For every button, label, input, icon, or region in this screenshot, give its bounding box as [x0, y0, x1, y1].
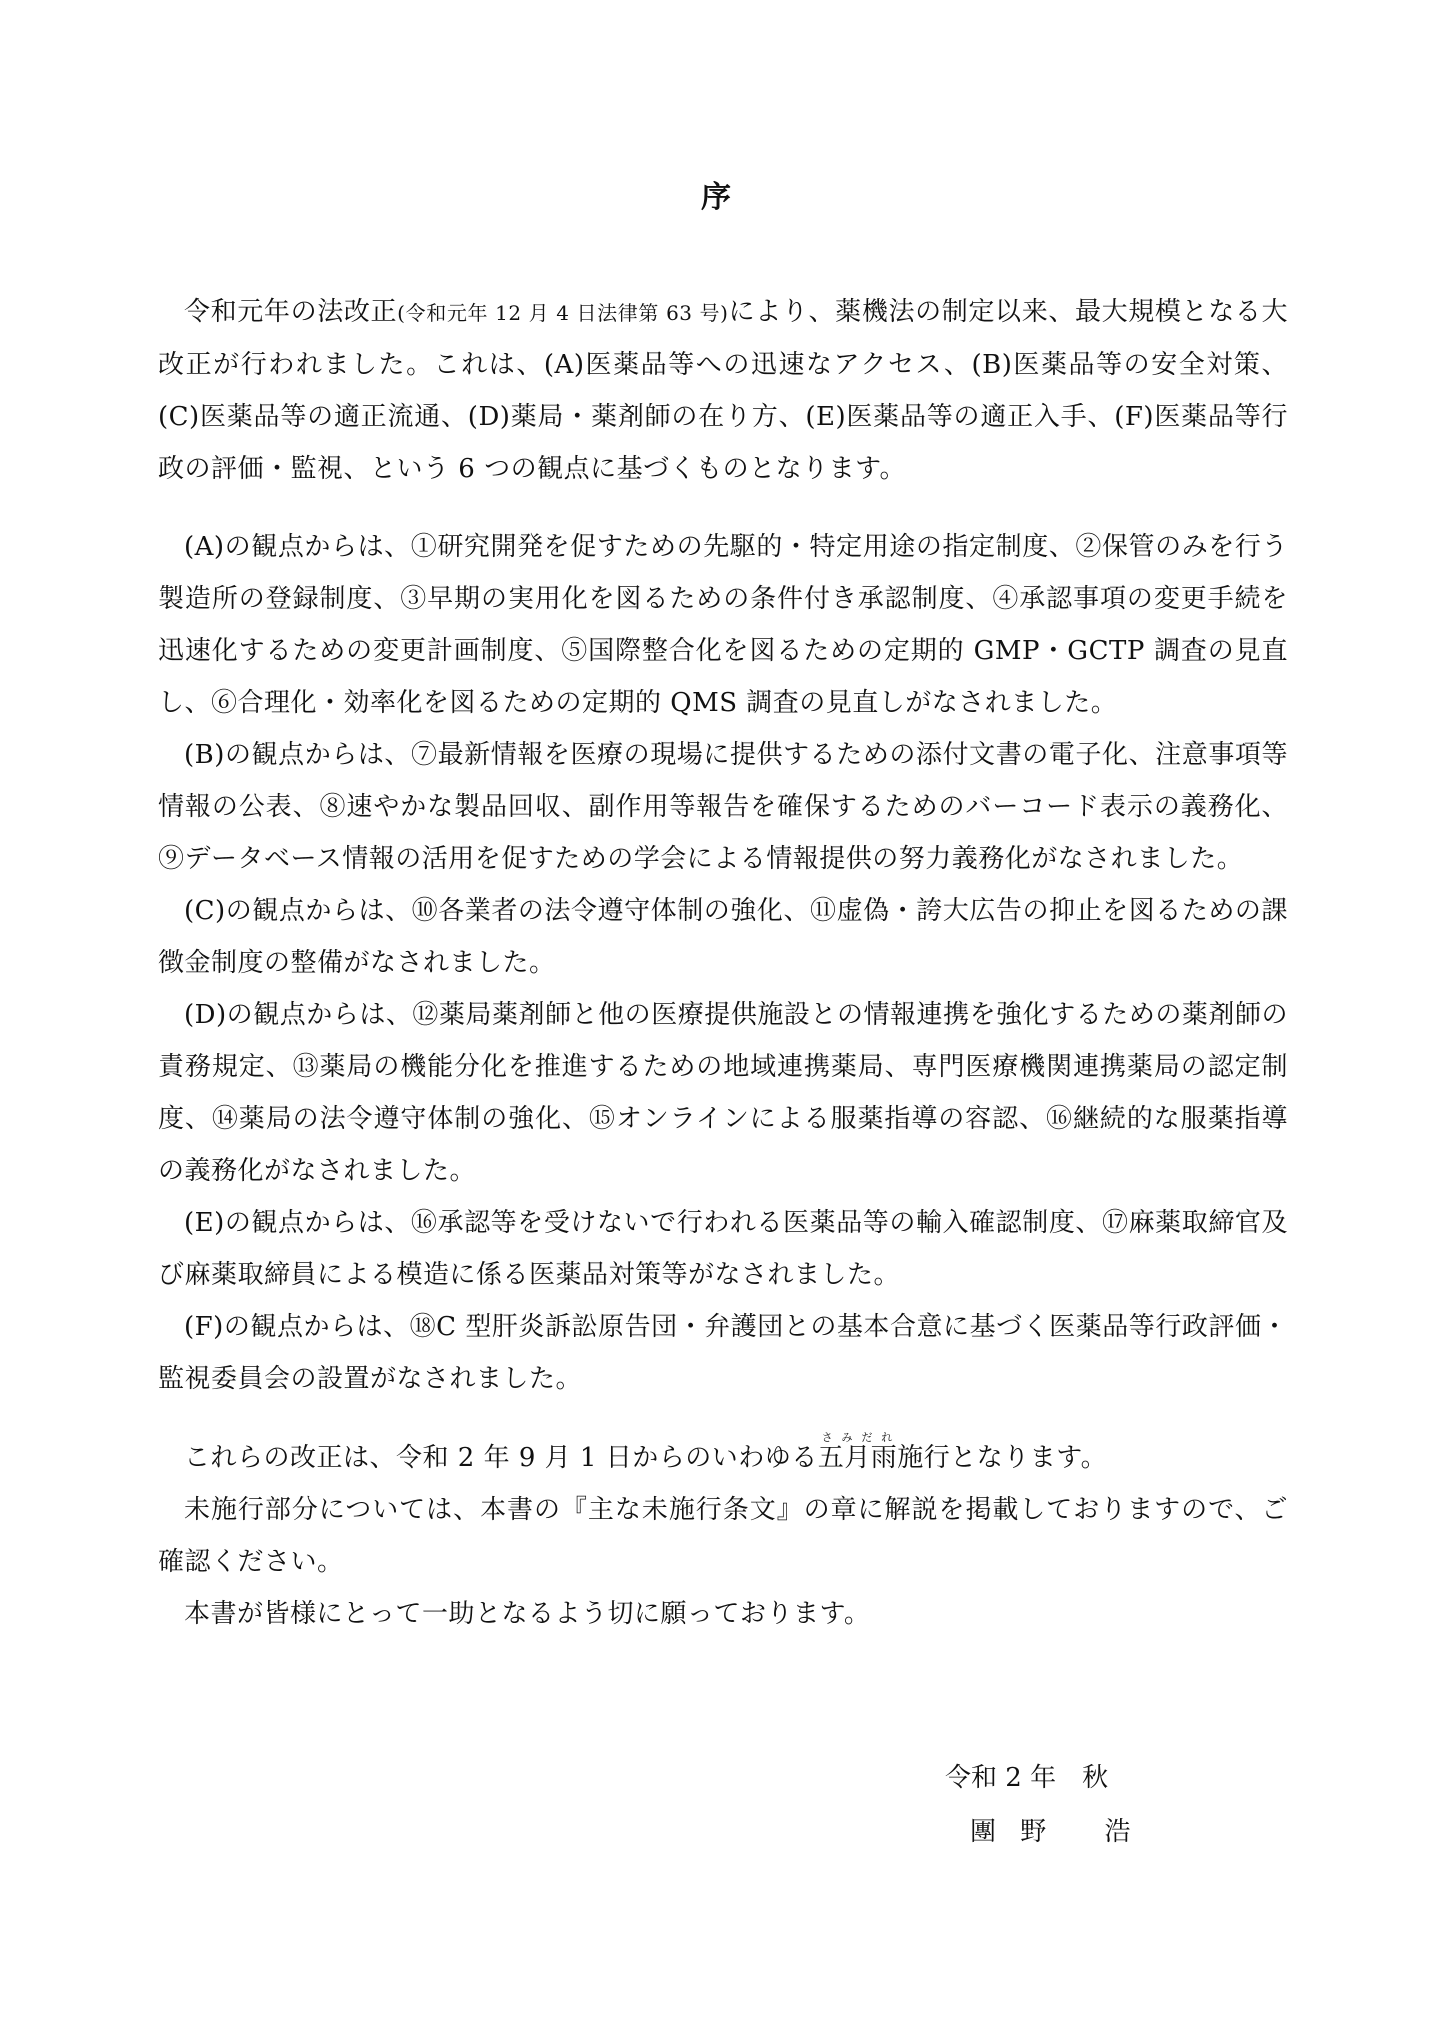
paragraph-f: (F)の観点からは、⑱C 型肝炎訴訟原告団・弁護団との基本合意に基づく医薬品等行政評価・監視委員会の設置がなされました。 [158, 1312, 1288, 1394]
intro-paragraph [158, 286, 1288, 495]
intro-text-c: により、薬機法の制定以来、最大規模となる大改正が行われました。これは、(A)医薬品等への迅速なアクセス、(B)医薬品等の安全対策、(C)医薬品等の適正流通、(D)薬局・薬剤師の在り方、(E)医薬品等の適正入手、(F)医薬品等行政の評価・監視、という 6 つの観点に基づくものとなります。 [158, 297, 1288, 484]
unenforced-paragraph: 未施行部分については、本書の『主な未施行条文』の章に解説を掲載しておりますので、ご確認ください。 [158, 1495, 1288, 1577]
closing-paragraph: 本書が皆様にとって一助となるよう切に願っております。 [184, 1599, 871, 1629]
body-text [158, 286, 1288, 1640]
paragraph-d: (D)の観点からは、⑫薬局薬剤師と他の医療提供施設との情報連携を強化するための薬剤師の責務規定、⑬薬局の機能分化を推進するための地域連携薬局、専門医療機関連携薬局の認定制度、⑭薬局の法令遵守体制の強化、⑮オンラインによる服薬指導の容認、⑯継続的な服薬指導の義務化がなされました。 [158, 1000, 1288, 1186]
paragraph-b: (B)の観点からは、⑦最新情報を医療の現場に提供するための添付文書の電子化、注意事項等情報の公表、⑧速やかな製品回収、副作用等報告を確保するためのバーコード表示の義務化、⑨データベース情報の活用を促すための学会による情報提供の努力義務化がなされました。 [158, 740, 1288, 874]
ruby-base: 五月雨 [817, 1443, 898, 1473]
date-line: 令和 2 年 秋 [945, 1763, 1109, 1793]
enforcement-text-b: 施行となります。 [897, 1443, 1108, 1473]
samidare-ruby [817, 1431, 898, 1473]
law-citation: (令和元年 12 月 4 日法律第 63 号) [397, 301, 729, 325]
paragraph-c: (C)の観点からは、⑩各業者の法令遵守体制の強化、⑪虚偽・誇大広告の抑止を図るための課徴金制度の整備がなされました。 [158, 896, 1288, 978]
paragraph-a: (A)の観点からは、①研究開発を促すための先駆的・特定用途の指定制度、②保管のみを行う製造所の登録制度、③早期の実用化を図るための条件付き承認制度、④承認事項の変更手続を迅速化するための変更計画制度、⑤国際整合化を図るための定期的 GMP・GCTP 調査の見直し、⑥合理化・効率化を図るための定期的 QMS 調査の見直しがなされました。 [158, 532, 1288, 718]
paragraph-e: (E)の観点からは、⑯承認等を受けないで行われる医薬品等の輸入確認制度、⑰麻薬取締官及び麻薬取締員による模造に係る医薬品対策等がなされました。 [158, 1208, 1288, 1290]
enforcement-text-a: これらの改正は、令和 2 年 9 月 1 日からのいわゆる [184, 1443, 818, 1473]
author-name: 團 野 浩 [970, 1817, 1139, 1847]
enforcement-paragraph [158, 1431, 1288, 1484]
page-title: 序 [701, 180, 733, 215]
intro-text-a: 令和元年の法改正 [184, 297, 398, 327]
ruby-reading: さみだれ [817, 1431, 898, 1444]
